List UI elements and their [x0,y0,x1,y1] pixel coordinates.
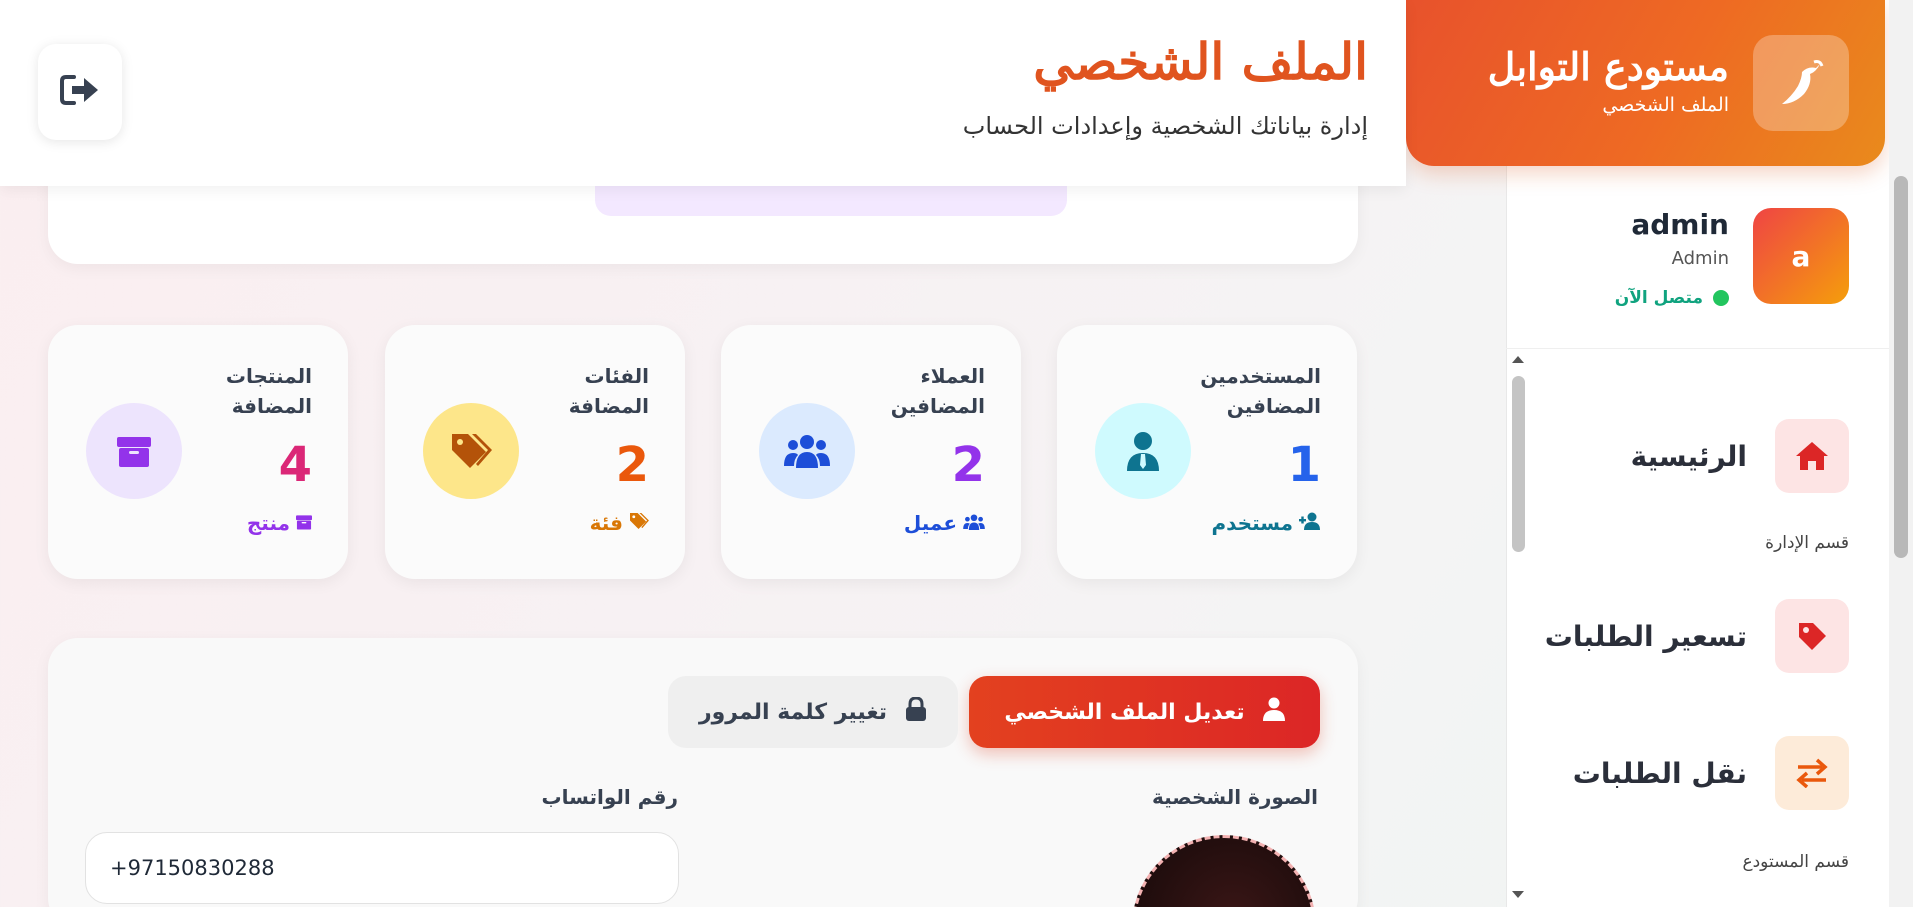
photo-label: الصورة الشخصية [1151,785,1318,809]
whatsapp-label: رقم الواتساب [541,785,678,809]
stat-title: المستخدمين المضافين [1200,364,1321,418]
status-dot [1713,290,1729,306]
stat-value: 4 [278,437,312,493]
online-status: متصل الآن [1615,288,1729,308]
stat-footer: منتج [247,511,312,535]
tag-icon [1775,599,1849,673]
logout-icon [60,74,100,110]
page-scroll-thumb[interactable] [1894,176,1908,558]
box-icon [86,403,182,499]
brand-title: مستودع التوابل [1487,44,1729,89]
user-icon [1263,697,1285,727]
stat-footer: عميل [904,511,985,535]
whatsapp-input[interactable]: +97150830288 [85,832,679,904]
divider [1506,348,1913,349]
page-header [0,0,1406,186]
pepper-icon [1753,35,1849,131]
stat-card-clients [721,325,1021,579]
brand-banner [1406,0,1885,166]
tab-edit-profile[interactable]: تعديل الملف الشخصي [969,676,1320,748]
box-icon [296,511,312,535]
tab-change-password[interactable]: تغيير كلمة المرور [668,676,958,748]
scroll-thumb[interactable] [1512,376,1525,552]
users-icon [759,403,855,499]
sidebar-scrollbar[interactable] [1507,352,1527,902]
logout-button[interactable] [38,44,122,140]
stat-title: العملاء المضافين [890,364,985,418]
user-role: Admin [1671,248,1729,269]
tags-icon [629,511,649,535]
exchange-icon [1775,736,1849,810]
page-title: الملف الشخصي [1033,32,1368,91]
stat-value: 2 [951,437,985,493]
sidebar-item-transfer[interactable]: نقل الطلبات [1573,736,1849,810]
stat-card-products [48,325,348,579]
users-icon [963,511,985,535]
brand-subtitle: الملف الشخصي [1602,94,1729,116]
scroll-up-arrow[interactable] [1512,356,1524,363]
page-subtitle: إدارة بياناتك الشخصية وإعدادات الحساب [962,112,1368,140]
page-scrollbar[interactable] [1889,0,1913,907]
stat-card-users [1057,325,1357,579]
user-plus-icon [1299,511,1321,535]
sidebar-item-pricing[interactable]: تسعير الطلبات [1545,599,1849,673]
stat-footer: مستخدم [1211,511,1321,535]
home-icon [1775,419,1849,493]
stat-value: 2 [615,437,649,493]
stat-value: 1 [1287,437,1321,493]
user-tie-icon [1095,403,1191,499]
user-name: admin [1631,208,1729,241]
avatar[interactable]: a [1753,208,1849,304]
section-admin: قسم الإدارة [1765,533,1849,553]
stat-title: المنتجات المضافة [225,364,312,418]
section-warehouse: قسم المستودع [1742,852,1849,872]
stat-card-categories [385,325,685,579]
tags-icon [423,403,519,499]
stat-title: الفئات المضافة [568,364,649,418]
lock-icon [905,697,927,727]
stat-footer: فئة [590,511,649,535]
scroll-down-arrow[interactable] [1512,891,1524,898]
sidebar-item-home[interactable]: الرئيسية [1631,419,1849,493]
